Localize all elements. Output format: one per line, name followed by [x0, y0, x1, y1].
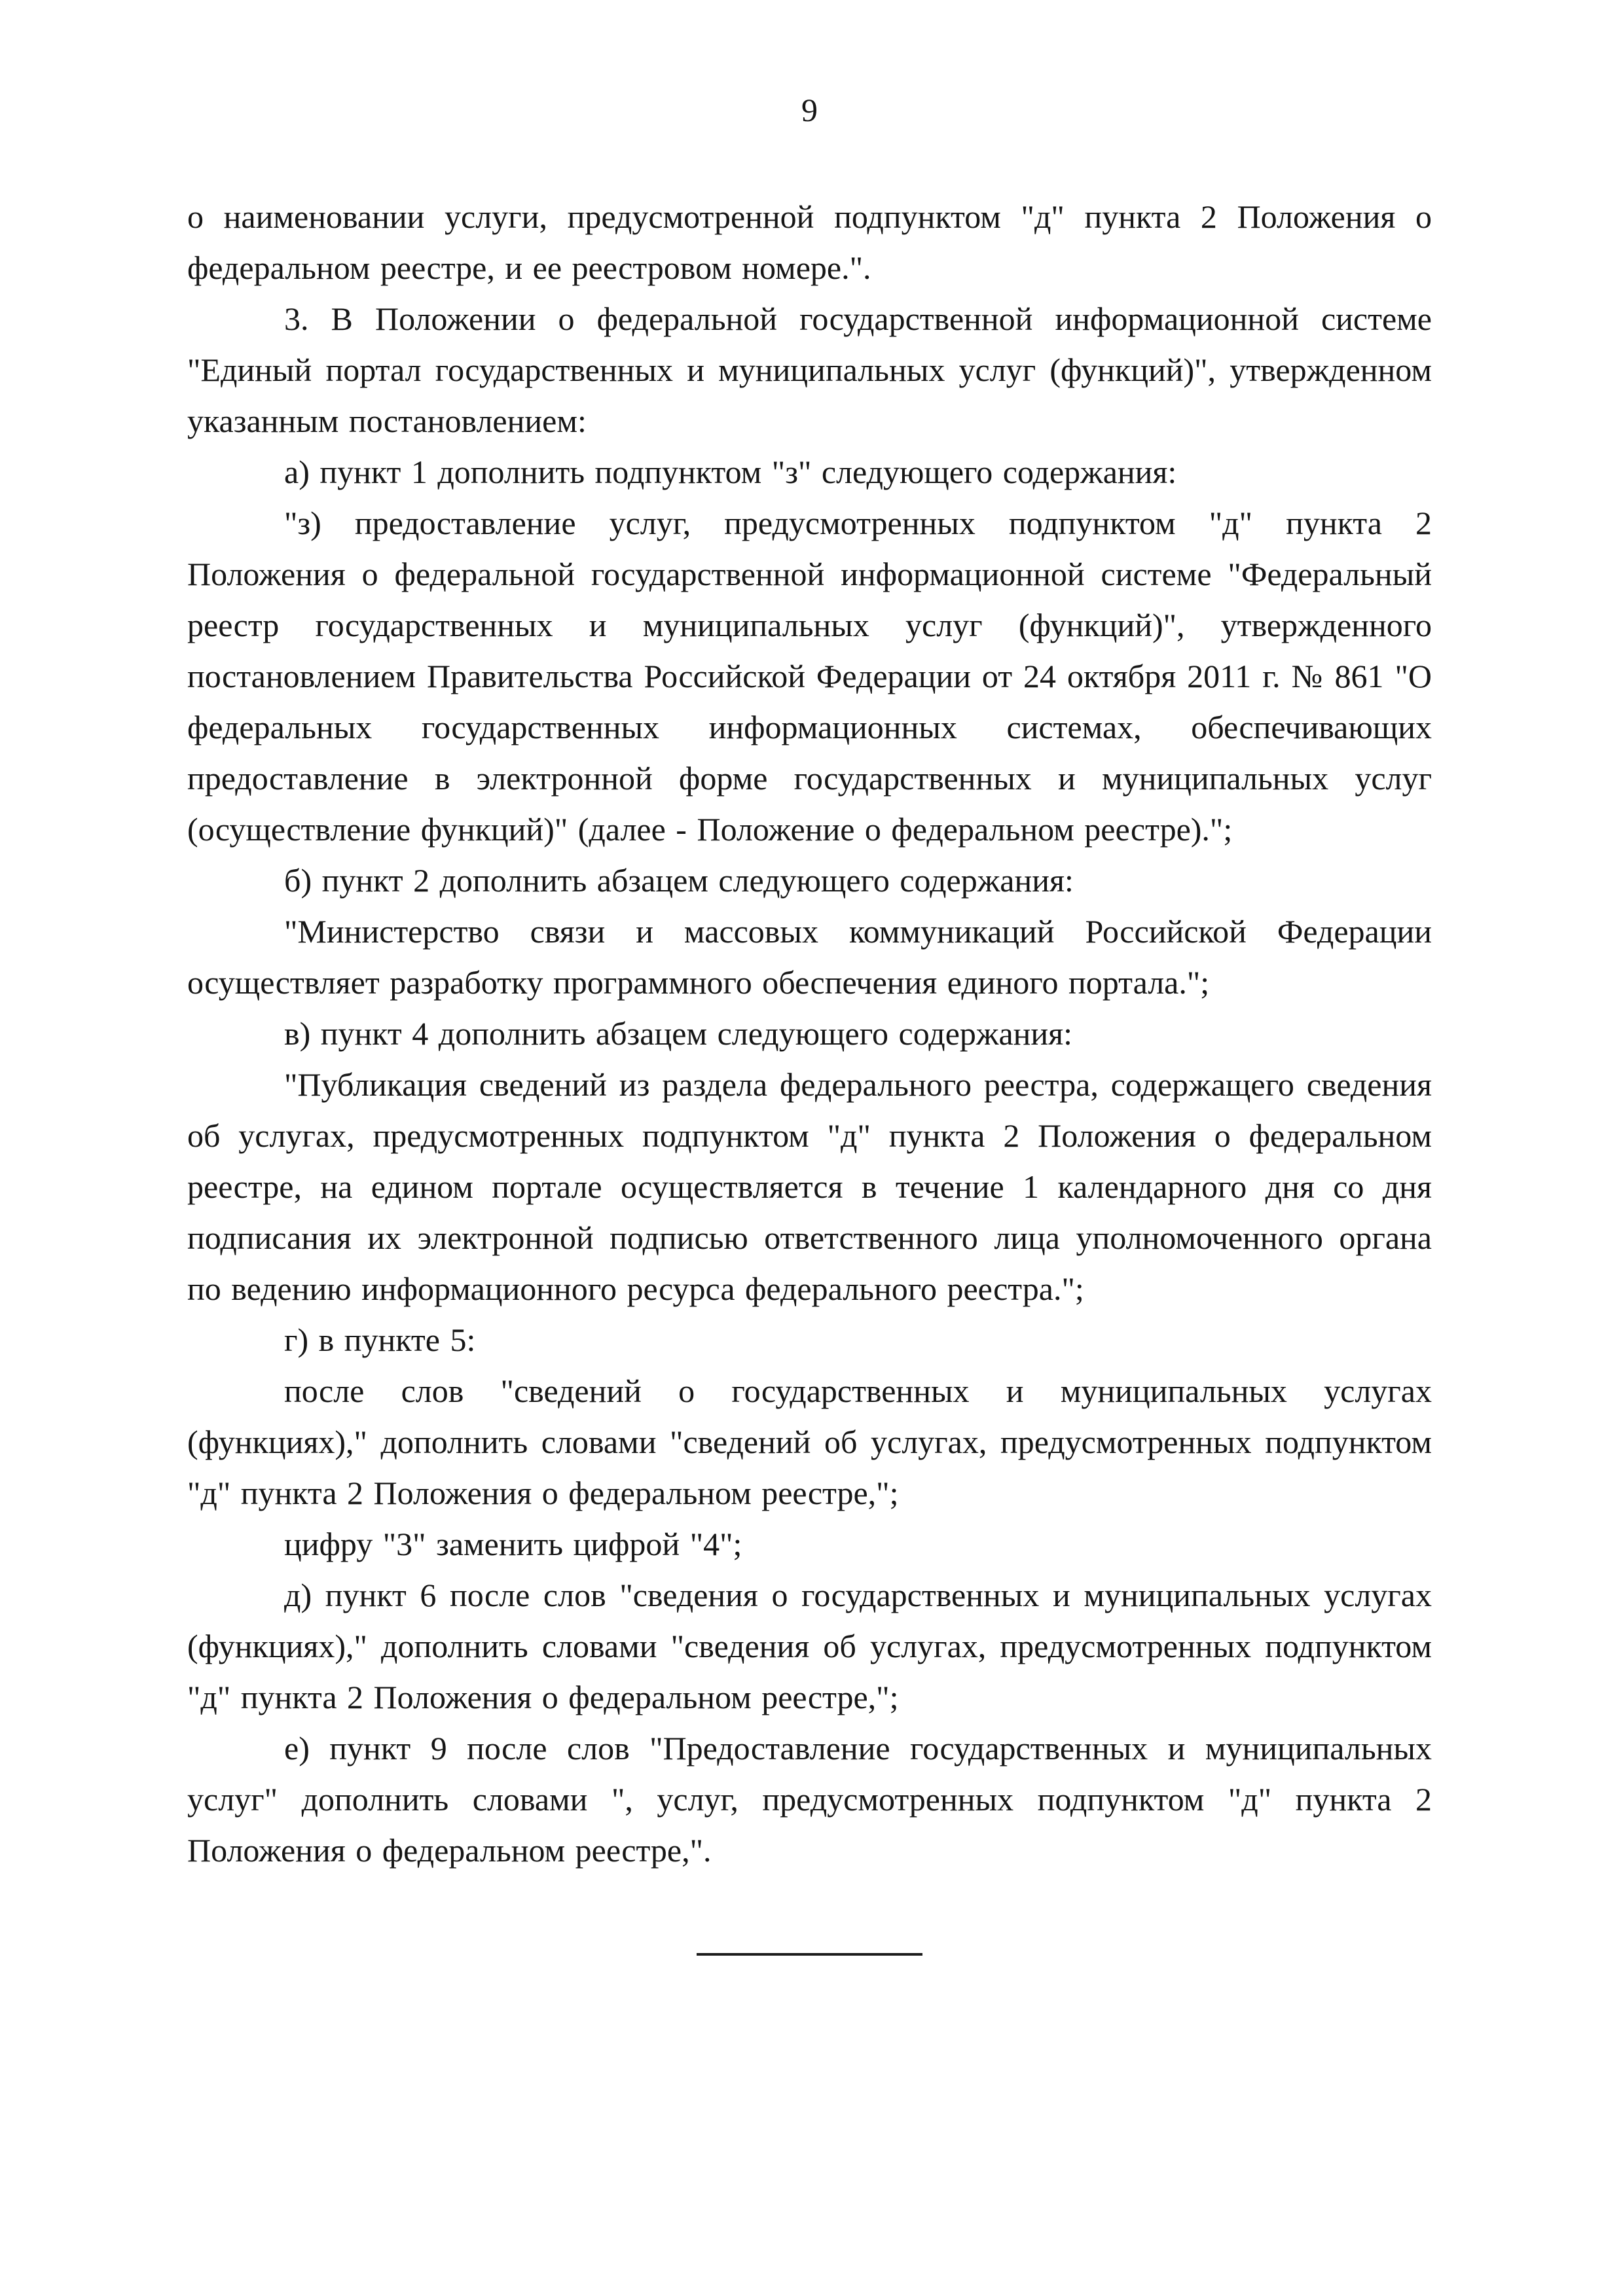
paragraph: "Министерство связи и массовых коммуникаций Российской Федерации осуществляет разработку программного обеспечения единого портала."; [187, 913, 1432, 1001]
section-divider [697, 1953, 922, 1956]
document-body [187, 191, 1432, 1876]
paragraph: а) пункт 1 дополнить подпунктом "з" следующего содержания: [284, 454, 1177, 490]
page-number: 9 [801, 92, 818, 128]
paragraph: б) пункт 2 дополнить абзацем следующего содержания: [284, 862, 1074, 899]
paragraph: после слов "сведений о государственных и муниципальных услугах (функциях)," дополнить словами "сведений об услугах, предусмотренных подпунктом "д" пункта 2 Положения о федеральном реестре,"; [187, 1372, 1432, 1511]
paragraph: "з) предоставление услуг, предусмотренных подпунктом "д" пункта 2 Положения о федеральной государственной информационной системе "Федеральный реестр государственных и муниципальных услуг (функций)", утвержденного постановлением Правительства Российской Федерации от 24 октября 2011 г. № 861 "О федеральных государственных информационных системах, обеспечивающих предоставление в электронной форме государственных и муниципальных услуг (осуществление функций)" (далее - Положение о федеральном реестре)."; [187, 505, 1432, 848]
paragraph: е) пункт 9 после слов "Предоставление государственных и муниципальных услуг" дополнить словами ", услуг, предусмотренных подпунктом "д" пункта 2 Положения о федеральном реестре,". [187, 1730, 1432, 1869]
paragraph: г) в пункте 5: [284, 1321, 476, 1358]
paragraph: цифру "3" заменить цифрой "4"; [284, 1526, 742, 1562]
paragraph: 3. В Положении о федеральной государственной информационной системе "Единый портал государственных и муниципальных услуг (функций)", утвержденном указанным постановлением: [187, 300, 1432, 439]
paragraph: о наименовании услуги, предусмотренной подпунктом "д" пункта 2 Положения о федеральном реестре, и ее реестровом номере.". [187, 198, 1432, 286]
paragraph: д) пункт 6 после слов "сведения о государственных и муниципальных услугах (функциях)," дополнить словами "сведения об услугах, предусмотренных подпунктом "д" пункта 2 Положения о федеральном реестре,"; [187, 1577, 1432, 1715]
paragraph: "Публикация сведений из раздела федерального реестра, содержащего сведения об услугах, предусмотренных подпунктом "д" пункта 2 Положения о федеральном реестре, на едином портале осуществляется в течение 1 календарного дня со дня подписания их электронной подписью ответственного лица уполномоченного органа по ведению информационного ресурса федерального реестра."; [187, 1066, 1432, 1307]
paragraph: в) пункт 4 дополнить абзацем следующего содержания: [284, 1015, 1073, 1052]
